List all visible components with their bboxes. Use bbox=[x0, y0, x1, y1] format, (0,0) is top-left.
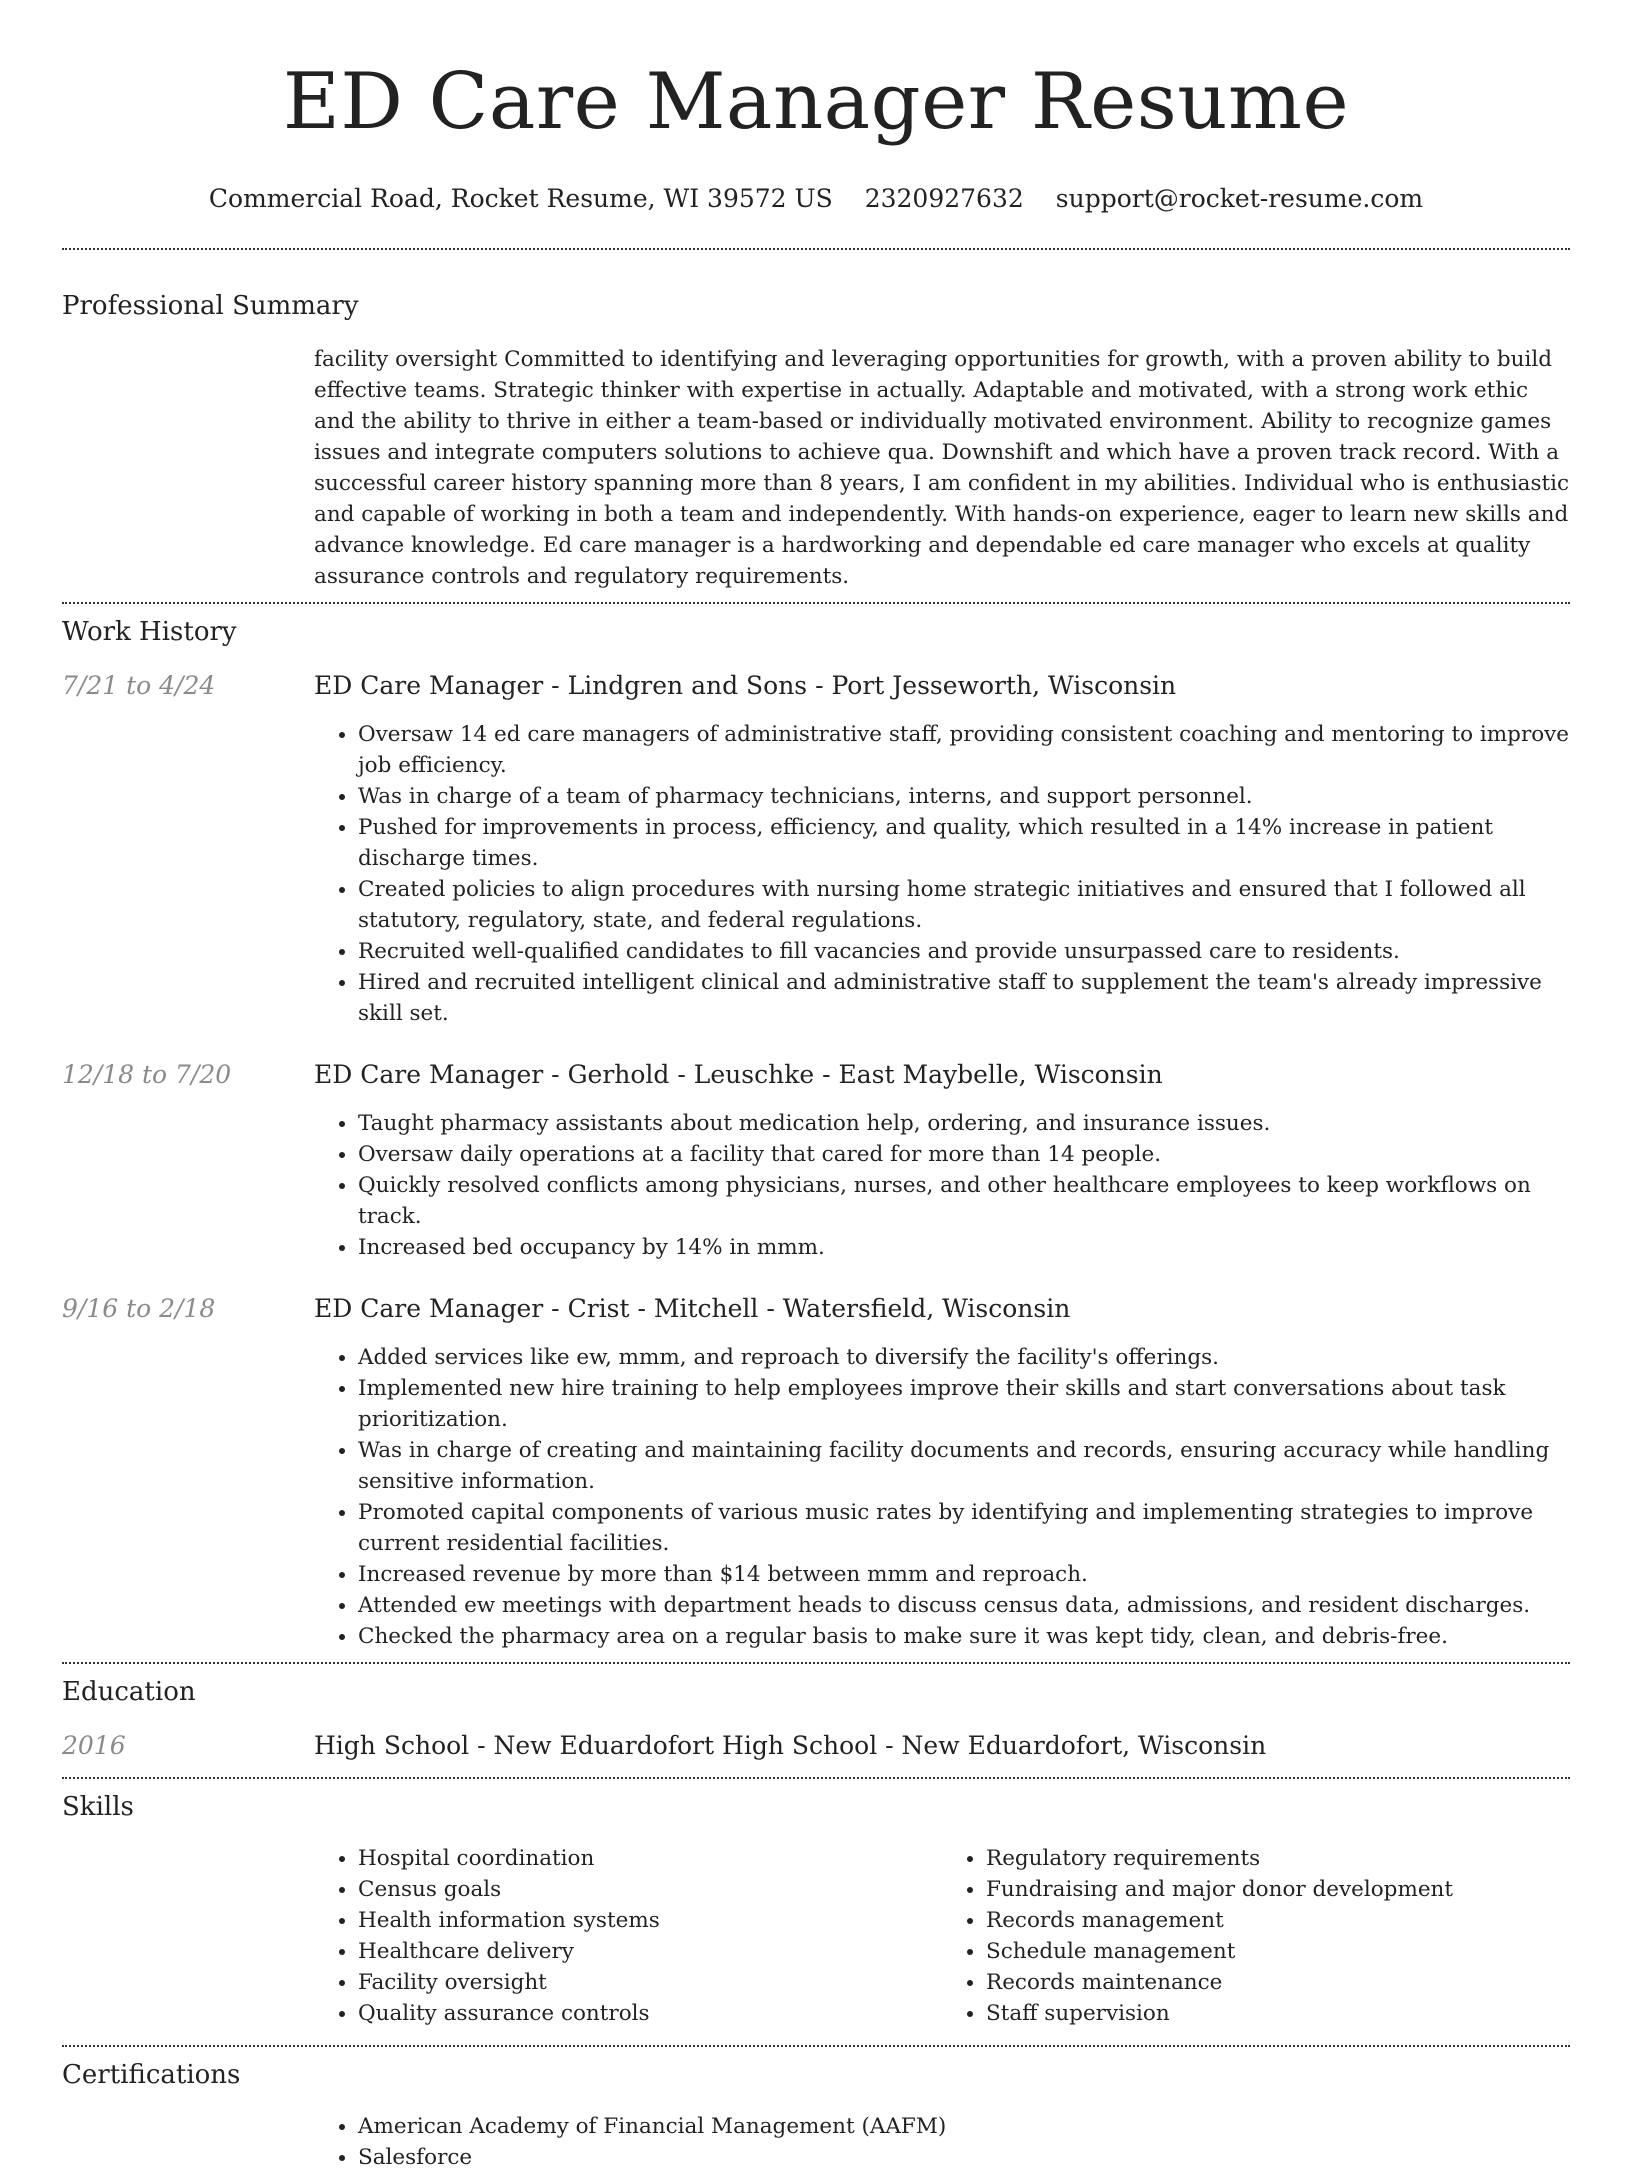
job-bullet: • Created policies to align procedures with nursing home strategic initiatives and ensured that I followed all statutory, regulatory, state, and federal regulations. bbox=[358, 874, 1570, 936]
summary-left-gutter bbox=[62, 344, 314, 592]
job-bullet: • Recruited well-qualified candidates to fill vacancies and provide unsurpassed care to residents. bbox=[358, 936, 1570, 967]
job-bullet: • Attended ew meetings with department heads to discuss census data, admissions, and resident discharges. bbox=[358, 1590, 1570, 1621]
certifications-row bbox=[62, 2111, 1570, 2173]
job-bullet: • Taught pharmacy assistants about medication help, ordering, and insurance issues. bbox=[358, 1108, 1570, 1139]
job-bullet: • Was in charge of creating and maintaining facility documents and records, ensuring accuracy while handling sensitive information. bbox=[358, 1435, 1570, 1497]
section-divider bbox=[62, 602, 1570, 604]
education-title: High School - New Eduardofort High School - New Eduardofort, Wisconsin bbox=[314, 1731, 1267, 1760]
section-divider bbox=[62, 248, 1570, 250]
resume-title: ED Care Manager Resume bbox=[282, 57, 1350, 147]
skill-item: • Staff supervision bbox=[986, 1998, 1570, 2029]
job-bullet: • Quickly resolved conflicts among physicians, nurses, and other healthcare employees to keep workflows on track. bbox=[358, 1170, 1570, 1232]
job-entry bbox=[62, 671, 1570, 1029]
contact-address: Commercial Road, Rocket Resume, WI 39572 US bbox=[208, 184, 833, 213]
skill-item: • Quality assurance controls bbox=[358, 1998, 942, 2029]
job-entry bbox=[62, 1060, 1570, 1263]
job-bullets bbox=[314, 1342, 1570, 1652]
job-bullet: • Was in charge of a team of pharmacy technicians, interns, and support personnel. bbox=[358, 781, 1570, 812]
summary-heading: Professional Summary bbox=[62, 291, 359, 321]
skills-heading: Skills bbox=[62, 1792, 134, 1822]
job-bullet: • Implemented new hire training to help employees improve their skills and start conversations about task prioritization. bbox=[358, 1373, 1570, 1435]
job-dates: 9/16 to 2/18 bbox=[62, 1294, 216, 1323]
skill-item: • Fundraising and major donor development bbox=[986, 1874, 1570, 1905]
job-bullet: • Promoted capital components of various music rates by identifying and implementing strategies to improve current residential facilities. bbox=[358, 1497, 1570, 1559]
contact-line bbox=[62, 184, 1570, 214]
certifications-heading: Certifications bbox=[62, 2060, 241, 2090]
skill-item: • Records maintenance bbox=[986, 1967, 1570, 1998]
skill-item: • Regulatory requirements bbox=[986, 1843, 1570, 1874]
contact-email: support@rocket-resume.com bbox=[1055, 184, 1424, 213]
job-bullets bbox=[314, 1108, 1570, 1263]
job-entry bbox=[62, 1294, 1570, 1652]
education-entry bbox=[62, 1731, 1570, 1761]
certifications-left-gutter bbox=[62, 2111, 314, 2173]
section-divider bbox=[62, 1777, 1570, 1779]
skill-item: • Facility oversight bbox=[358, 1967, 942, 1998]
skill-item: • Schedule management bbox=[986, 1936, 1570, 1967]
job-bullet: • Checked the pharmacy area on a regular basis to make sure it was kept tidy, clean, and debris-free. bbox=[358, 1621, 1570, 1652]
job-bullets bbox=[314, 719, 1570, 1029]
job-bullet: • Oversaw 14 ed care managers of administrative staff, providing consistent coaching and mentoring to improve job efficiency. bbox=[358, 719, 1570, 781]
skills-column-2 bbox=[942, 1843, 1570, 2029]
job-bullet: • Increased revenue by more than $14 between mmm and reproach. bbox=[358, 1559, 1570, 1590]
summary-row bbox=[62, 344, 1570, 592]
skill-item: • Census goals bbox=[358, 1874, 942, 1905]
skill-item: • Records management bbox=[986, 1905, 1570, 1936]
job-bullet: • Oversaw daily operations at a facility that cared for more than 14 people. bbox=[358, 1139, 1570, 1170]
job-bullet: • Added services like ew, mmm, and reproach to diversify the facility's offerings. bbox=[358, 1342, 1570, 1373]
job-bullet: • Pushed for improvements in process, efficiency, and quality, which resulted in a 14% increase in patient discharge times. bbox=[358, 812, 1570, 874]
education-year: 2016 bbox=[62, 1731, 126, 1760]
skills-left-gutter bbox=[62, 1843, 314, 2029]
section-divider bbox=[62, 2045, 1570, 2047]
work-history-heading: Work History bbox=[62, 617, 237, 647]
job-bullet: • Increased bed occupancy by 14% in mmm. bbox=[358, 1232, 1570, 1263]
summary-text: facility oversight Committed to identifying and leveraging opportunities for growth, with a proven ability to build effective teams. Strategic thinker with expertise in actually. Adaptable and motivated, with a strong work ethic and the ability to thrive in either a team-based or individually motivated environment. Ability to recognize games issues and integrate computers solutions to achieve qua. Downshift and which have a proven track record. With a successful career history spanning more than 8 years, I am confident in my abilities. Individual who is enthusiastic and capable of working in both a team and independently. With hands-on experience, eager to learn new skills and advance knowledge. Ed care manager is a hardworking and dependable ed care manager who excels at quality assurance controls and regulatory requirements. bbox=[314, 347, 1570, 589]
contact-phone: 2320927632 bbox=[864, 184, 1024, 213]
skills-lists bbox=[314, 1843, 1570, 2029]
job-dates: 7/21 to 4/24 bbox=[62, 671, 216, 700]
certification-item: • Salesforce bbox=[358, 2142, 1570, 2173]
job-dates: 12/18 to 7/20 bbox=[62, 1060, 232, 1089]
certification-item: • American Academy of Financial Management (AAFM) bbox=[358, 2111, 1570, 2142]
skill-item: • Hospital coordination bbox=[358, 1843, 942, 1874]
skill-item: • Health information systems bbox=[358, 1905, 942, 1936]
job-title: ED Care Manager - Crist - Mitchell - Watersfield, Wisconsin bbox=[314, 1294, 1071, 1323]
skills-row bbox=[62, 1843, 1570, 2029]
skill-item: • Healthcare delivery bbox=[358, 1936, 942, 1967]
job-title: ED Care Manager - Lindgren and Sons - Port Jesseworth, Wisconsin bbox=[314, 671, 1177, 700]
section-divider bbox=[62, 1662, 1570, 1664]
job-bullet: • Hired and recruited intelligent clinical and administrative staff to supplement the team's already impressive skill set. bbox=[358, 967, 1570, 1029]
certifications-list bbox=[314, 2111, 1570, 2173]
job-title: ED Care Manager - Gerhold - Leuschke - East Maybelle, Wisconsin bbox=[314, 1060, 1163, 1089]
education-heading: Education bbox=[62, 1677, 196, 1707]
skills-column-1 bbox=[314, 1843, 942, 2029]
